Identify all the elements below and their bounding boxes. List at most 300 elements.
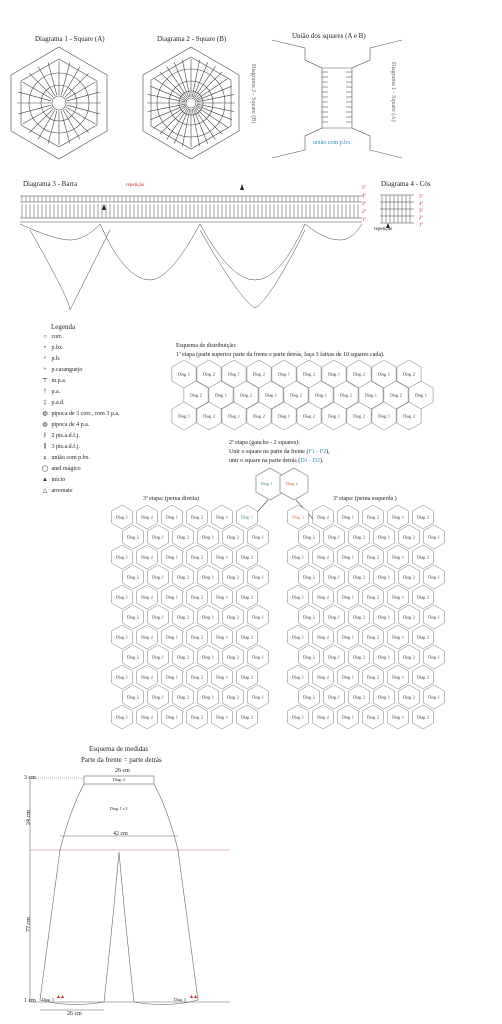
- legend-text: pipoca de 3 corr., com 3 p.a.: [50, 411, 120, 417]
- hex-square: [363, 625, 384, 649]
- legend-symbol: △: [42, 488, 48, 494]
- hex-label: Diag. 1: [152, 694, 164, 700]
- hex-label: Diag. 1: [152, 654, 164, 660]
- hex-label: Diag. 2: [227, 654, 239, 660]
- legend-item: [40, 433, 80, 439]
- legend-symbol: ∥: [43, 444, 47, 450]
- hex-label: Diag. 1: [415, 392, 427, 398]
- hex-label: Diag. 1: [166, 514, 178, 520]
- hex-label: Diag. 1: [178, 413, 190, 419]
- hex-label: Diag. 1: [278, 413, 290, 419]
- hex-label: Diag. 2: [367, 674, 379, 680]
- legend-symbol: +: [43, 367, 47, 373]
- hex-square: [413, 585, 434, 609]
- hex-square: [173, 605, 194, 629]
- hex-label: Diag. 2: [227, 574, 239, 580]
- hex-label: Diag. 1: [166, 554, 178, 560]
- hex-square: [313, 545, 334, 569]
- hex-square: [187, 545, 208, 569]
- hex-square: [112, 505, 133, 529]
- hex-label: Diag. 1: [328, 371, 340, 377]
- hex-label: Diag. 2: [417, 634, 429, 640]
- hex-label: Diag. 2: [367, 514, 379, 520]
- hex-square: [324, 645, 345, 669]
- hex-square: [313, 705, 334, 729]
- hex-label: Diag. 2: [417, 714, 429, 720]
- hex-square: [162, 545, 183, 569]
- hex-label: Diag. 1: [378, 534, 390, 540]
- hex-square: [148, 525, 169, 549]
- square-b-motif: [143, 47, 239, 159]
- hex-square: [248, 645, 269, 669]
- hex-label: Diag. 2: [227, 694, 239, 700]
- hex-square: [248, 685, 269, 709]
- hex-square: [349, 605, 370, 629]
- hex-label: Diag. 2: [203, 413, 215, 419]
- cos-repeat: repetição: [374, 227, 393, 232]
- hex-label: Diag. 1: [202, 694, 214, 700]
- hex-label: Diag. 1: [378, 614, 390, 620]
- hex-label: Diag. 2: [303, 694, 315, 700]
- hex-label: Diag. 1: [378, 574, 390, 580]
- hex-label: Diag. 2: [141, 674, 153, 680]
- hex-label: Diag. 1: [216, 634, 228, 640]
- legend-item: [40, 444, 80, 450]
- hex-label: Diag. 2: [227, 614, 239, 620]
- hex-label: Diag. 2: [203, 371, 215, 377]
- hex-square: [338, 585, 359, 609]
- hex-label: Diag. 2: [240, 392, 252, 398]
- hex-square: [187, 505, 208, 529]
- hex-label: Diag. 1: [392, 634, 404, 640]
- hex-label: Diag. 1: [152, 534, 164, 540]
- hex-label: Diag. 2: [403, 534, 415, 540]
- legend-item: [40, 488, 72, 494]
- legend-item: [40, 356, 61, 362]
- pants-schematic: [0, 770, 260, 1020]
- hex-square: [137, 585, 158, 609]
- hex-label: Diag. 2: [127, 534, 139, 540]
- hex-label: Diag. 2: [317, 714, 329, 720]
- legend-symbol: ◍: [42, 411, 48, 417]
- hex-label: Diag. 1: [216, 514, 228, 520]
- hex-square: [363, 505, 384, 529]
- hex-square: [374, 605, 395, 629]
- hex-label: Diag. 1: [241, 514, 253, 520]
- hex-label: Diag. 1: [116, 554, 128, 560]
- hex-square: [198, 605, 219, 629]
- diagram2-title: Diagrama 2 - Square (B): [157, 35, 227, 43]
- legend-item: [40, 367, 82, 373]
- hex-square: [112, 585, 133, 609]
- legend-text: início: [50, 477, 66, 483]
- hex-label: Diag. 1: [328, 534, 340, 540]
- legend-text: pipoca de 4 p.a.: [50, 422, 90, 428]
- hex-square: [162, 705, 183, 729]
- hex-label: Diag. 2: [353, 614, 365, 620]
- hex-label: Diag. 1: [328, 413, 340, 419]
- hex-label: Diag. 1: [342, 554, 354, 560]
- hip-width: 42 cm: [113, 831, 128, 837]
- left-leg-title: 3ª etapa: (perna esquerda ): [333, 496, 397, 502]
- hex-label: Diag. 1: [428, 654, 440, 660]
- hex-label: Diag. 2: [241, 554, 253, 560]
- legend-title: Legenda: [51, 323, 76, 331]
- hex-label: Diag. 2: [177, 654, 189, 660]
- gusset-label-a: Diag. 1: [261, 481, 273, 486]
- hex-square: [112, 665, 133, 689]
- legend-text: p.a.d.: [50, 400, 65, 406]
- hex-square: [148, 605, 169, 629]
- hex-square: [413, 665, 434, 689]
- hex-square: [137, 505, 158, 529]
- hex-square: [388, 505, 409, 529]
- hex-square: [349, 685, 370, 709]
- hex-label: Diag. 1: [378, 413, 390, 419]
- hex-label: Diag. 2: [190, 392, 202, 398]
- hex-label: Diag. 2: [177, 534, 189, 540]
- hex-label: Diag. 1: [252, 614, 264, 620]
- hex-label: Diag. 2: [353, 694, 365, 700]
- hex-square: [223, 525, 244, 549]
- hex-square: [212, 625, 233, 649]
- hex-label: Diag. 1: [328, 614, 340, 620]
- hex-label: Diag. 2: [317, 634, 329, 640]
- diagram1-title: Diagrama 1 - Square (A): [35, 35, 105, 43]
- hex-label: Diag. 2: [141, 554, 153, 560]
- legend-item: [40, 466, 81, 472]
- band-height: 3 cm: [24, 775, 36, 781]
- barra-diagram: [0, 180, 370, 320]
- hex-label: Diag. 1: [392, 554, 404, 560]
- hex-label: Diag. 1: [116, 594, 128, 600]
- hex-label: Diag. 1: [428, 614, 440, 620]
- hex-label: Diag. 2: [177, 614, 189, 620]
- hex-label: Diag. 1: [116, 674, 128, 680]
- hex-label: Diag. 2: [353, 574, 365, 580]
- hex-label: Diag. 2: [367, 714, 379, 720]
- hex-label: Diag. 2: [303, 534, 315, 540]
- hex-square: [173, 525, 194, 549]
- distribution-step2: 2ª etapa (gancho - 2 squares):: [229, 440, 300, 446]
- hex-square: [413, 625, 434, 649]
- hex-label: Diag. 1: [278, 371, 290, 377]
- hex-label: Diag. 1: [178, 371, 190, 377]
- hex-square: [374, 565, 395, 589]
- hex-square: [212, 545, 233, 569]
- hex-square: [288, 585, 309, 609]
- hex-square: [237, 505, 258, 529]
- legend-text: anel mágico: [50, 466, 81, 472]
- hex-label: Diag. 1: [315, 392, 327, 398]
- top-hex-grid: [170, 360, 442, 432]
- legend-text: m.p.a.: [50, 378, 67, 384]
- hex-square: [162, 505, 183, 529]
- hex-square: [148, 645, 169, 669]
- hex-label: Diag. 2: [191, 554, 203, 560]
- hex-square: [313, 625, 334, 649]
- hex-label: Diag. 2: [241, 634, 253, 640]
- legend-item: [40, 422, 89, 428]
- legend-symbol: †: [43, 389, 47, 395]
- hex-square: [374, 525, 395, 549]
- hex-label: Diag. 2: [227, 534, 239, 540]
- hex-label: Diag. 2: [417, 594, 429, 600]
- hex-square: [173, 685, 194, 709]
- distribution-step2-back: unir o square na parte detrás (D1 - D2).: [229, 458, 324, 464]
- hex-square: [248, 525, 269, 549]
- hex-square: [162, 625, 183, 649]
- hex-label: Diag. 1: [392, 594, 404, 600]
- hex-square: [413, 505, 434, 529]
- hex-label: Diag. 2: [367, 594, 379, 600]
- legend-text: p.caranguejo: [50, 367, 83, 373]
- hex-label: Diag. 1: [228, 371, 240, 377]
- hex-square: [399, 645, 420, 669]
- hex-label: Diag. 2: [141, 714, 153, 720]
- waist-width: 26 cm: [115, 768, 130, 774]
- hex-label: Diag. 1: [166, 674, 178, 680]
- hex-label: Diag. 2: [127, 614, 139, 620]
- hex-label: Diag. 1: [292, 714, 304, 720]
- hex-label: Diag. 1: [216, 594, 228, 600]
- hex-square: [338, 665, 359, 689]
- hex-label: Diag. 2: [403, 371, 415, 377]
- legend-symbol: ◍: [42, 422, 48, 428]
- hex-square: [237, 625, 258, 649]
- hex-square: [237, 545, 258, 569]
- hex-square: [137, 545, 158, 569]
- hex-square: [148, 685, 169, 709]
- hex-square: [313, 665, 334, 689]
- cos-diagram: [378, 192, 418, 232]
- hex-square: [374, 645, 395, 669]
- distribution-title: Esquema de distribuição:: [176, 343, 237, 349]
- legend-symbol: ○: [43, 334, 47, 340]
- label-hem-left: Diag. 3: [42, 997, 54, 1002]
- legend-symbol: ▲: [42, 477, 48, 483]
- hex-square: [212, 505, 233, 529]
- hex-label: Diag. 2: [403, 694, 415, 700]
- hex-square: [162, 585, 183, 609]
- hex-square: [413, 705, 434, 729]
- hex-square: [198, 645, 219, 669]
- hex-label: Diag. 1: [292, 554, 304, 560]
- hex-label: Diag. 2: [292, 514, 304, 520]
- hex-label: Diag. 2: [353, 371, 365, 377]
- diagram3-title: Diagrama 3 - Barra: [23, 180, 78, 188]
- hex-label: Diag. 1: [292, 634, 304, 640]
- legend-item: [40, 477, 65, 483]
- hex-label: Diag. 2: [191, 514, 203, 520]
- legend-symbol: ⊤: [42, 378, 48, 384]
- hex-label: Diag. 1: [392, 514, 404, 520]
- hex-square: [313, 585, 334, 609]
- hex-label: Diag. 1: [392, 714, 404, 720]
- hex-square: [173, 645, 194, 669]
- hex-label: Diag. 1: [265, 392, 277, 398]
- hex-square: [123, 525, 144, 549]
- hex-square: [123, 645, 144, 669]
- hex-label: Diag. 2: [127, 654, 139, 660]
- hex-label: Diag. 1: [342, 594, 354, 600]
- hex-label: Diag. 2: [191, 594, 203, 600]
- rise-height: 24 cm: [26, 810, 32, 825]
- hex-square: [313, 505, 334, 529]
- hex-label: Diag. 2: [290, 392, 302, 398]
- hex-label: Diag. 2: [417, 514, 429, 520]
- left-leg-grid: [284, 505, 454, 731]
- hex-label: Diag. 2: [367, 554, 379, 560]
- legend-symbol: •: [43, 345, 47, 351]
- union-side-b: Diagrama 2 - Square (B): [250, 64, 256, 124]
- legend-symbol: ◯: [41, 466, 49, 472]
- hex-label: Diag. 2: [241, 594, 253, 600]
- label-band: Diag. 4: [113, 777, 125, 782]
- hex-label: Diag. 2: [241, 674, 253, 680]
- hem-width: 26 cm: [67, 1011, 82, 1017]
- hex-square: [388, 665, 409, 689]
- legend-text: 2 pts.a.d.f.j.: [50, 433, 80, 439]
- hex-label: Diag. 1: [342, 634, 354, 640]
- union-title: União dos squares (A e B): [292, 32, 366, 40]
- hex-label: Diag. 2: [353, 534, 365, 540]
- hex-square: [212, 585, 233, 609]
- hex-label: Diag. 2: [177, 694, 189, 700]
- hex-square: [324, 605, 345, 629]
- hex-square: [112, 705, 133, 729]
- hex-square: [424, 565, 445, 589]
- hex-square: [424, 685, 445, 709]
- hex-label: Diag. 2: [141, 514, 153, 520]
- hex-label: Diag. 2: [317, 594, 329, 600]
- hex-label: Diag. 1: [252, 654, 264, 660]
- legend-item: [40, 389, 60, 395]
- hex-square: [399, 685, 420, 709]
- hex-square: [413, 545, 434, 569]
- measures-title: Esquema de medidas: [89, 745, 149, 753]
- hex-square: [363, 545, 384, 569]
- hex-label: Diag. 1: [365, 392, 377, 398]
- hex-label: Diag. 2: [191, 674, 203, 680]
- hex-label: Diag. 1: [152, 614, 164, 620]
- hex-square: [424, 605, 445, 629]
- hex-label: Diag. 1: [252, 694, 264, 700]
- hex-square: [363, 585, 384, 609]
- hex-square: [299, 605, 320, 629]
- hex-label: Diag. 1: [228, 413, 240, 419]
- legend-text: arremate: [50, 488, 73, 494]
- hex-square: [187, 625, 208, 649]
- hex-label: Diag. 2: [353, 654, 365, 660]
- hex-square: [173, 565, 194, 589]
- hex-label: Diag. 1: [428, 574, 440, 580]
- label-hem-right: Diag. 3: [174, 997, 186, 1002]
- legend-item: [40, 378, 66, 384]
- hex-square: [299, 565, 320, 589]
- hex-label: Diag. 2: [303, 371, 315, 377]
- hex-label: Diag. 2: [177, 574, 189, 580]
- leg-height: 77 cm: [26, 917, 32, 932]
- hex-label: Diag. 2: [390, 392, 402, 398]
- legend-item: [40, 345, 64, 351]
- hex-square: [288, 665, 309, 689]
- distribution-step1: 1ª etapa (parte superior parte da frente e parte detrás, faça 3 faixas de 10 squares cada).: [176, 352, 385, 358]
- hex-label: Diag. 1: [328, 574, 340, 580]
- gusset-label-b: Diag. 2: [286, 481, 298, 486]
- hex-square: [338, 505, 359, 529]
- legend-symbol: ʑ: [43, 455, 47, 461]
- hex-square: [288, 705, 309, 729]
- distribution-step2-front: Unir o square na parte da frente (F1 - F2),: [229, 449, 330, 455]
- hex-label: Diag. 1: [328, 694, 340, 700]
- hex-square: [223, 685, 244, 709]
- hex-label: Diag. 1: [328, 654, 340, 660]
- legend-text: p.b.: [50, 356, 61, 362]
- hex-label: Diag. 1: [378, 371, 390, 377]
- legend-symbol: ‡: [43, 400, 47, 406]
- hex-label: Diag. 2: [317, 674, 329, 680]
- hex-label: Diag. 1: [166, 594, 178, 600]
- hex-label: Diag. 2: [403, 654, 415, 660]
- hex-square: [288, 505, 309, 529]
- hex-square: [299, 645, 320, 669]
- hex-square: [112, 625, 133, 649]
- hex-square: [299, 525, 320, 549]
- hex-label: Diag. 2: [417, 674, 429, 680]
- hex-label: Diag. 1: [378, 694, 390, 700]
- legend-item: [40, 334, 62, 340]
- hex-square: [399, 605, 420, 629]
- hex-label: Diag. 2: [317, 514, 329, 520]
- legend-symbol: ∤: [43, 433, 47, 439]
- hex-square: [123, 565, 144, 589]
- hex-square: [324, 565, 345, 589]
- hex-square: [363, 665, 384, 689]
- hex-square: [288, 625, 309, 649]
- hex-square: [299, 685, 320, 709]
- hex-label: Diag. 1: [428, 694, 440, 700]
- hex-square: [424, 525, 445, 549]
- hex-square: [388, 585, 409, 609]
- hex-square: [399, 565, 420, 589]
- hex-label: Diag. 1: [202, 574, 214, 580]
- hex-label: Diag. 1: [252, 574, 264, 580]
- hex-square: [399, 525, 420, 549]
- union-note: união com p.bx.: [313, 140, 352, 146]
- hex-label: Diag. 1: [152, 574, 164, 580]
- hex-label: Diag. 2: [403, 574, 415, 580]
- hex-square: [349, 525, 370, 549]
- hex-label: Diag. 2: [317, 554, 329, 560]
- hex-square: [212, 665, 233, 689]
- hex-square: [349, 565, 370, 589]
- hex-label: Diag. 2: [303, 614, 315, 620]
- hex-square: [237, 665, 258, 689]
- hex-square: [237, 705, 258, 729]
- hex-square: [198, 565, 219, 589]
- legend-text: corr.: [50, 334, 63, 340]
- legend-item: [40, 455, 90, 461]
- hex-square: [223, 645, 244, 669]
- hex-label: Diag. 1: [116, 714, 128, 720]
- legend-text: união com p.bx.: [50, 455, 91, 461]
- hex-square: [123, 685, 144, 709]
- hex-square: [148, 565, 169, 589]
- hex-square: [374, 685, 395, 709]
- hem-height: 1 cm: [24, 998, 36, 1004]
- hex-label: Diag. 2: [191, 714, 203, 720]
